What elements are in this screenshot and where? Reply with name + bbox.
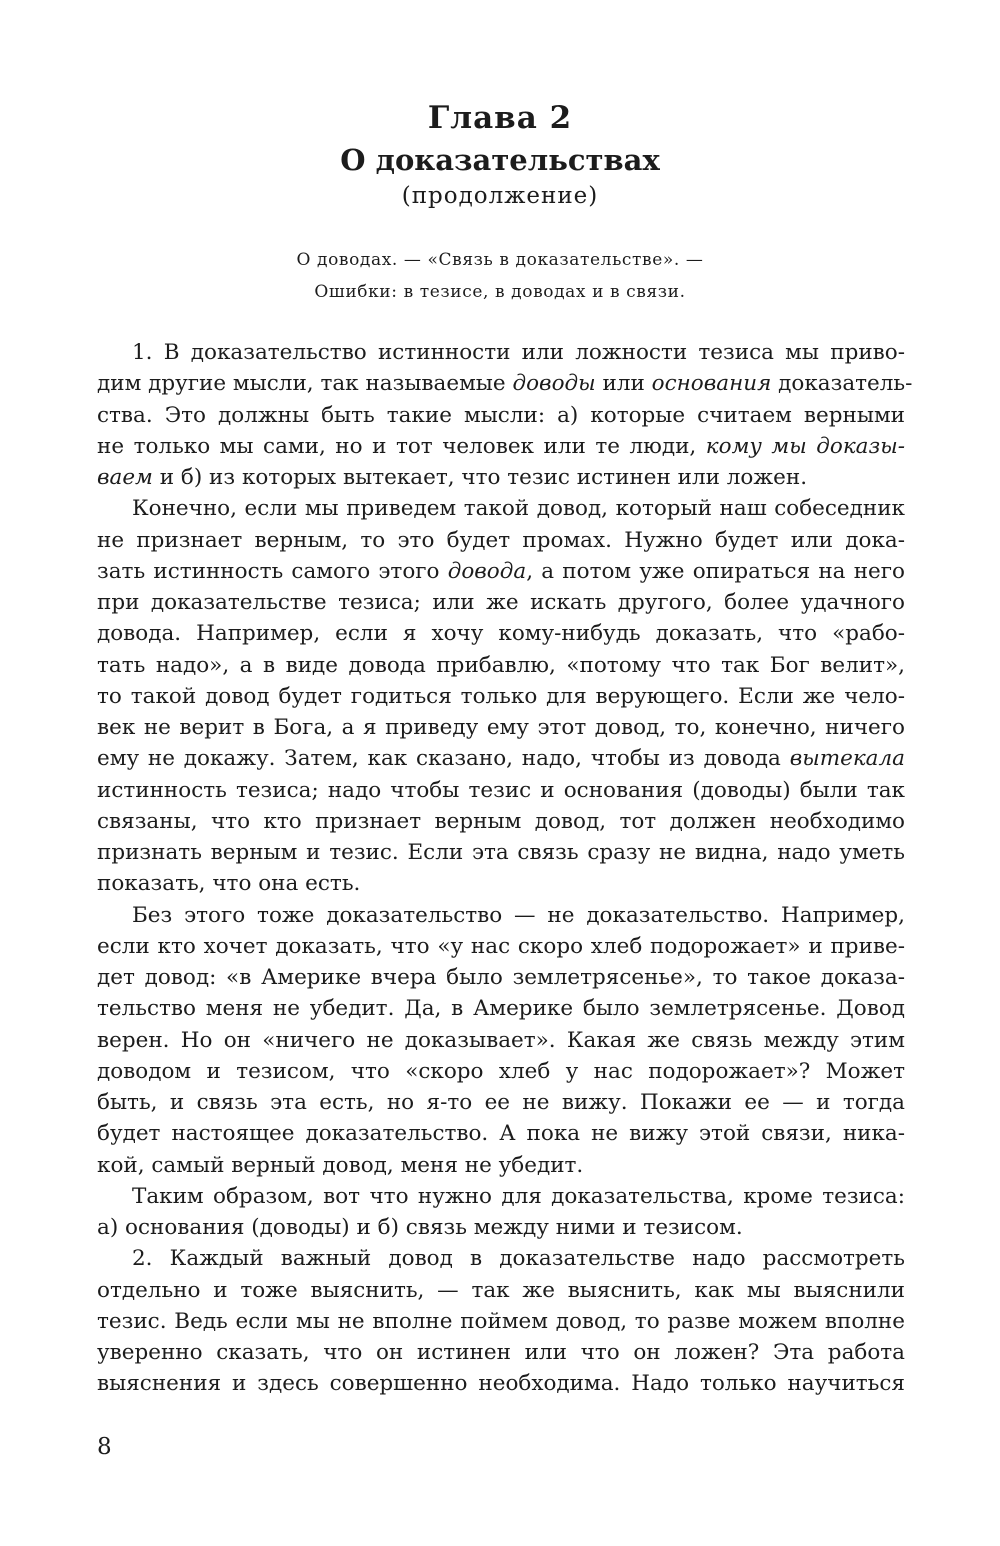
text-line: Таким образом, вот что нужно для доказательства, кроме тезиса:	[132, 1183, 905, 1209]
text-line: довода. Например, если я хочу кому-нибудь доказать, что «рабо-	[97, 621, 905, 647]
text-line: уверенно сказать, что он истинен или что он ложен? Эта работа	[97, 1340, 905, 1365]
italic-term: основания	[651, 371, 772, 397]
text-line: дим другие мысли, так называемые доводы или основания доказатель-	[97, 371, 913, 397]
text-line: быть, и связь эта есть, но я-то ее не вижу. Покажи ее — и тогда	[97, 1090, 905, 1115]
italic-term: ваем	[97, 465, 153, 490]
italic-term: кому мы доказы-	[705, 433, 905, 459]
text-line: 2. Каждый важный довод в доказательстве надо рассмотреть	[132, 1246, 905, 1272]
paragraph	[97, 337, 913, 493]
text-line: будет настоящее доказательство. А пока не вижу этой связи, ника-	[97, 1121, 905, 1147]
chapter-number: Глава 2	[427, 100, 573, 136]
text-line: доводом и тезисом, что «скоро хлеб у нас подорожает»? Может	[97, 1058, 905, 1084]
text-line: тельство меня не убедит. Да, в Америке было землетрясенье. Довод	[97, 996, 905, 1022]
text-line: а) основания (доводы) и б) связь между ними и тезисом.	[97, 1215, 743, 1240]
chapter-subtitle: (продолжение)	[401, 183, 599, 209]
text-line: не только мы сами, но и тот человек или те люди, кому мы доказы-	[97, 433, 905, 459]
text-line: при доказательстве тезиса; или же искать другого, более удачного	[97, 590, 905, 615]
paragraph	[97, 900, 905, 1181]
text-line: если кто хочет доказать, что «у нас скоро хлеб подорожает» и приве-	[97, 933, 905, 959]
text-line: верен. Но он «ничего не доказывает». Какая же связь между этим	[97, 1027, 905, 1053]
text-line: зать истинность самого этого довода, а потом уже опираться на него	[97, 558, 905, 584]
chapter-title: О доказательствах	[340, 143, 660, 177]
text-line: Без этого тоже доказательство — не доказательство. Например,	[132, 902, 905, 928]
text-line: кой, самый верный довод, меня не убедит.	[97, 1152, 584, 1178]
paragraph	[97, 1181, 905, 1244]
text-line: ему не докажу. Затем, как сказано, надо, чтобы из довода вытекала	[97, 746, 905, 772]
text-line: дет довод: «в Америке вчера было землетрясенье», то такое доказа-	[97, 965, 905, 990]
text-line: тезис. Ведь если мы не вполне поймем довод, то разве можем вполне	[97, 1308, 905, 1334]
text-line: выяснения и здесь совершенно необходима. Надо только научиться	[97, 1371, 905, 1397]
text-line: связаны, что кто признает верным довод, тот должен необходимо	[97, 808, 905, 834]
paragraph	[97, 1243, 905, 1399]
text-line: показать, что она есть.	[97, 871, 361, 897]
paragraph	[97, 493, 905, 899]
text-line: 1. В доказательство истинности или ложности тезиса мы приво-	[132, 340, 905, 365]
text-line: истинность тезиса; надо чтобы тезис и основания (доводы) были так	[97, 777, 905, 803]
text-line: тать надо», а в виде довода прибавлю, «потому что так Бог велит»,	[97, 652, 905, 678]
chapter-summary-line: Ошибки: в тезисе, в доводах и в связи.	[314, 282, 686, 302]
page-number: 8	[97, 1434, 112, 1460]
italic-term: доводы	[512, 371, 596, 397]
text-line: ваем и б) из которых вытекает, что тезис истинен или ложен.	[97, 465, 808, 490]
text-line: признать верным и тезис. Если эта связь сразу не видна, надо уметь	[97, 840, 905, 865]
italic-term: довода	[447, 558, 527, 584]
text-line: отдельно и тоже выяснить, — так же выяснить, как мы выяснили	[97, 1277, 905, 1303]
body-text	[97, 337, 913, 1400]
text-line: то такой довод будет годиться только для верующего. Если же чело-	[97, 683, 905, 709]
italic-term: вытекала	[789, 746, 905, 772]
text-line: ства. Это должны быть такие мысли: а) которые считаем верными	[97, 402, 905, 428]
text-line: век не верит в Бога, а я приведу ему этот довод, то, конечно, ничего	[97, 715, 905, 740]
text-line: не признает верным, то это будет промах. Нужно будет или дока-	[97, 527, 905, 553]
chapter-summary-line: О доводах. — «Связь в доказательстве». —	[296, 250, 704, 270]
text-line: Конечно, если мы приведем такой довод, который наш собеседник	[132, 496, 905, 522]
